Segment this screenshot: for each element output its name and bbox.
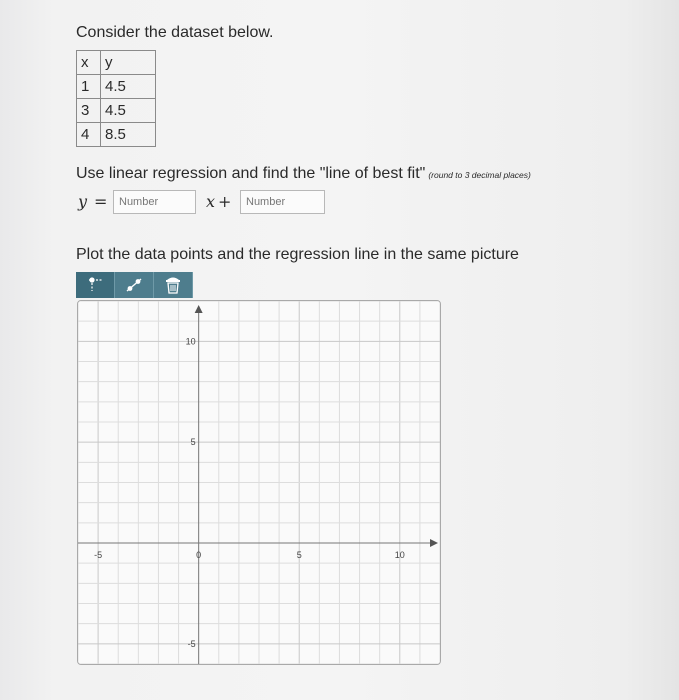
header-x: x: [77, 51, 101, 75]
y-tick-label: 10: [185, 336, 196, 347]
equals-sign: =: [94, 192, 108, 211]
cell-x: 1: [77, 75, 101, 99]
intro-text: Consider the dataset below.: [76, 24, 274, 41]
y-tick-label: 5: [190, 437, 196, 448]
equation-lhs: y: [78, 192, 88, 211]
point-tool-button[interactable]: [76, 272, 115, 298]
y-tick-label: -5: [187, 638, 196, 649]
x-tick-label: 0: [196, 550, 202, 560]
header-y: y: [101, 51, 156, 75]
table-row: [77, 75, 156, 99]
cell-x: 4: [77, 123, 101, 147]
equation-row: [76, 190, 336, 216]
instruction-text: Use linear regression and find the "line of best fit": [76, 165, 426, 182]
data-table: [76, 50, 156, 147]
table-row: [77, 99, 156, 123]
table-row: [77, 123, 156, 147]
instruction-line: [76, 165, 531, 183]
point-icon: [84, 276, 106, 294]
x-tick-label: 10: [394, 550, 405, 560]
plot-instruction: Plot the data points and the regression line in the same picture: [76, 246, 519, 263]
cell-y: 8.5: [101, 123, 156, 147]
table-header-row: [77, 51, 156, 75]
x-axis-arrow: [430, 539, 438, 547]
x-tick-label: 5: [296, 550, 302, 560]
x-tick-label: -5: [94, 550, 103, 560]
cell-y: 4.5: [101, 75, 156, 99]
cell-x: 3: [77, 99, 101, 123]
trash-icon: [162, 275, 184, 295]
slope-input[interactable]: Number: [113, 190, 196, 214]
graph-toolbar: [76, 272, 193, 298]
rounding-note: (round to 3 decimal places): [428, 170, 531, 180]
delete-tool-button[interactable]: [154, 272, 193, 298]
intercept-input[interactable]: Number: [240, 190, 325, 214]
y-axis-arrow: [195, 305, 203, 313]
line-icon: [123, 276, 145, 294]
cell-y: 4.5: [101, 99, 156, 123]
x-variable: x: [206, 192, 216, 211]
plus-sign: +: [218, 192, 232, 211]
line-tool-button[interactable]: [115, 272, 154, 298]
coordinate-plane[interactable]: [78, 301, 440, 664]
graph-area[interactable]: [77, 300, 441, 665]
